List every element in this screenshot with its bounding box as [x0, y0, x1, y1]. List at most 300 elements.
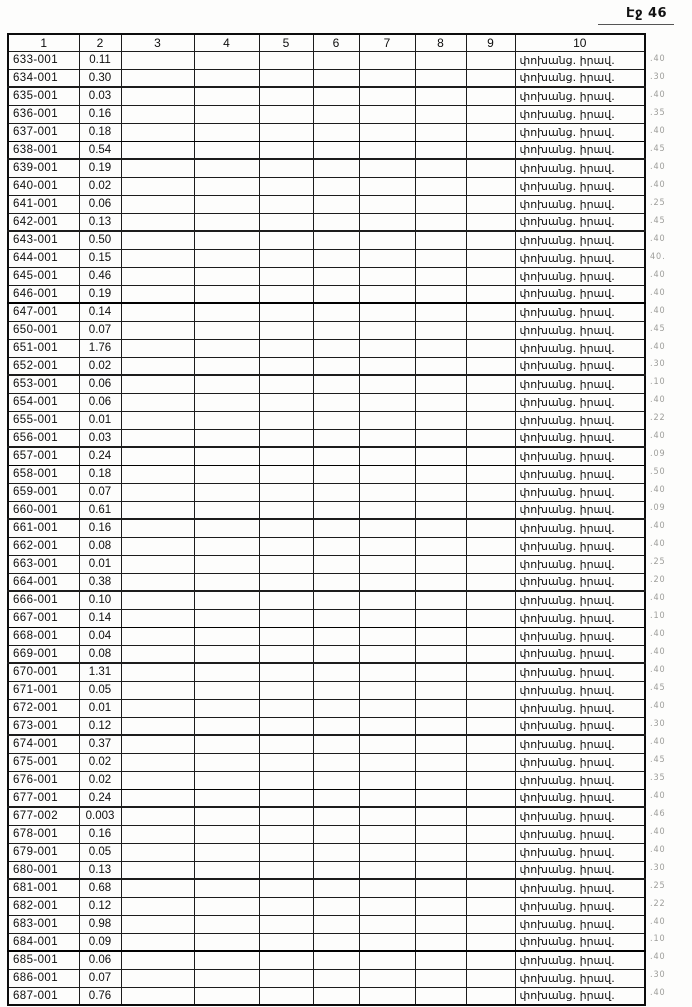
- empty-cell: [313, 843, 359, 861]
- parcel-code-cell: 643-001: [8, 231, 79, 249]
- table-row: [8, 357, 645, 375]
- empty-cell: [415, 555, 466, 573]
- rights-note-cell: փոխանց. իրավ.: [515, 933, 645, 951]
- empty-cell: [194, 411, 259, 429]
- empty-cell: [466, 897, 515, 915]
- empty-cell: [313, 555, 359, 573]
- empty-cell: [121, 285, 194, 303]
- table-row: [8, 807, 645, 825]
- area-value-cell: 0.003: [79, 807, 121, 825]
- area-value-cell: 0.61: [79, 501, 121, 519]
- empty-cell: [466, 753, 515, 771]
- rights-note-cell: փոխանց. իրավ.: [515, 915, 645, 933]
- empty-cell: [259, 339, 313, 357]
- table-row: [8, 321, 645, 339]
- empty-cell: [259, 267, 313, 285]
- table-row: [8, 933, 645, 951]
- area-value-cell: 0.19: [79, 285, 121, 303]
- table-row: [8, 825, 645, 843]
- empty-cell: [259, 159, 313, 177]
- empty-cell: [415, 357, 466, 375]
- bleed-through-mark: .40: [650, 54, 666, 64]
- area-value-cell: 0.18: [79, 123, 121, 141]
- empty-cell: [359, 753, 415, 771]
- empty-cell: [194, 195, 259, 213]
- empty-cell: [359, 861, 415, 879]
- table-row: [8, 303, 645, 321]
- table-row: [8, 69, 645, 87]
- area-value-cell: 0.16: [79, 105, 121, 123]
- empty-cell: [415, 447, 466, 465]
- parcel-code-cell: 679-001: [8, 843, 79, 861]
- rights-note-cell: փոխանց. իրավ.: [515, 753, 645, 771]
- empty-cell: [359, 717, 415, 735]
- empty-cell: [259, 195, 313, 213]
- empty-cell: [121, 753, 194, 771]
- rights-note-cell: փոխանց. իրավ.: [515, 141, 645, 159]
- page-number-label: Էջ 46: [626, 6, 668, 21]
- bleed-through-mark: .40: [650, 485, 666, 496]
- parcel-code-cell: 652-001: [8, 357, 79, 375]
- empty-cell: [313, 375, 359, 393]
- empty-cell: [259, 573, 313, 591]
- empty-cell: [415, 51, 466, 69]
- empty-cell: [415, 807, 466, 825]
- register-table: [7, 33, 646, 1006]
- empty-cell: [466, 771, 515, 789]
- empty-cell: [194, 321, 259, 339]
- bleed-through-mark: .40: [650, 593, 666, 604]
- parcel-code-cell: 674-001: [8, 735, 79, 753]
- empty-cell: [313, 411, 359, 429]
- rights-note-cell: փոխանց. իրավ.: [515, 501, 645, 519]
- empty-cell: [466, 159, 515, 177]
- empty-cell: [466, 609, 515, 627]
- bleed-through-mark: .40: [650, 269, 666, 280]
- empty-cell: [466, 339, 515, 357]
- empty-cell: [313, 951, 359, 969]
- empty-cell: [121, 303, 194, 321]
- empty-cell: [194, 357, 259, 375]
- bleed-through-mark: .45: [650, 143, 666, 154]
- area-value-cell: 0.03: [79, 429, 121, 447]
- empty-cell: [194, 987, 259, 1005]
- parcel-code-cell: 650-001: [8, 321, 79, 339]
- bleed-through-mark: .46: [650, 808, 666, 819]
- empty-cell: [466, 447, 515, 465]
- column-header-8: 8: [415, 34, 466, 51]
- parcel-code-cell: 661-001: [8, 519, 79, 537]
- empty-cell: [359, 483, 415, 501]
- empty-cell: [194, 717, 259, 735]
- empty-cell: [259, 375, 313, 393]
- column-header-9: 9: [466, 34, 515, 51]
- empty-cell: [313, 267, 359, 285]
- bleed-through-mark: .30: [650, 359, 666, 370]
- empty-cell: [259, 249, 313, 267]
- empty-cell: [313, 969, 359, 987]
- table-row: [8, 177, 645, 195]
- empty-cell: [121, 879, 194, 897]
- empty-cell: [259, 645, 313, 663]
- empty-cell: [194, 573, 259, 591]
- empty-cell: [194, 933, 259, 951]
- empty-cell: [121, 501, 194, 519]
- empty-cell: [359, 339, 415, 357]
- table-row: [8, 843, 645, 861]
- empty-cell: [313, 159, 359, 177]
- bleed-through-mark: .10: [650, 934, 666, 945]
- empty-cell: [359, 249, 415, 267]
- rights-note-cell: փոխանց. իրավ.: [515, 321, 645, 339]
- empty-cell: [121, 609, 194, 627]
- empty-cell: [259, 789, 313, 807]
- empty-cell: [194, 843, 259, 861]
- rights-note-cell: փոխանց. իրավ.: [515, 807, 645, 825]
- empty-cell: [466, 717, 515, 735]
- bleed-through-mark: .45: [650, 215, 666, 226]
- empty-cell: [466, 267, 515, 285]
- empty-cell: [466, 933, 515, 951]
- empty-cell: [313, 807, 359, 825]
- empty-cell: [194, 609, 259, 627]
- empty-cell: [415, 537, 466, 555]
- parcel-code-cell: 669-001: [8, 645, 79, 663]
- empty-cell: [415, 177, 466, 195]
- parcel-code-cell: 645-001: [8, 267, 79, 285]
- empty-cell: [121, 735, 194, 753]
- area-value-cell: 0.12: [79, 717, 121, 735]
- empty-cell: [259, 537, 313, 555]
- empty-cell: [194, 663, 259, 681]
- empty-cell: [194, 951, 259, 969]
- empty-cell: [466, 393, 515, 411]
- area-value-cell: 0.13: [79, 213, 121, 231]
- area-value-cell: 0.07: [79, 483, 121, 501]
- empty-cell: [259, 393, 313, 411]
- empty-cell: [313, 123, 359, 141]
- empty-cell: [313, 51, 359, 69]
- bleed-through-mark: .40: [650, 89, 666, 100]
- parcel-code-cell: 636-001: [8, 105, 79, 123]
- header-rule: [598, 24, 674, 25]
- empty-cell: [121, 87, 194, 105]
- bleed-through-mark: .10: [650, 611, 666, 622]
- empty-cell: [194, 231, 259, 249]
- empty-cell: [415, 789, 466, 807]
- empty-cell: [415, 933, 466, 951]
- empty-cell: [359, 393, 415, 411]
- rights-note-cell: փոխանց. իրավ.: [515, 609, 645, 627]
- empty-cell: [466, 537, 515, 555]
- column-header-7: 7: [359, 34, 415, 51]
- table-row: [8, 411, 645, 429]
- empty-cell: [359, 501, 415, 519]
- empty-cell: [415, 987, 466, 1005]
- empty-cell: [121, 591, 194, 609]
- empty-cell: [466, 573, 515, 591]
- empty-cell: [415, 411, 466, 429]
- empty-cell: [415, 969, 466, 987]
- empty-cell: [313, 465, 359, 483]
- empty-cell: [415, 285, 466, 303]
- bleed-through-mark: .40: [650, 664, 666, 675]
- empty-cell: [359, 267, 415, 285]
- empty-cell: [121, 915, 194, 933]
- empty-cell: [121, 663, 194, 681]
- empty-cell: [415, 213, 466, 231]
- area-value-cell: 0.08: [79, 537, 121, 555]
- empty-cell: [194, 177, 259, 195]
- empty-cell: [259, 717, 313, 735]
- rights-note-cell: փոխանց. իրավ.: [515, 951, 645, 969]
- empty-cell: [313, 141, 359, 159]
- empty-cell: [313, 861, 359, 879]
- empty-cell: [121, 825, 194, 843]
- empty-cell: [359, 123, 415, 141]
- empty-cell: [121, 789, 194, 807]
- empty-cell: [359, 159, 415, 177]
- empty-cell: [121, 51, 194, 69]
- empty-cell: [359, 987, 415, 1005]
- empty-cell: [466, 429, 515, 447]
- empty-cell: [121, 141, 194, 159]
- empty-cell: [259, 555, 313, 573]
- empty-cell: [194, 771, 259, 789]
- area-value-cell: 0.30: [79, 69, 121, 87]
- empty-cell: [259, 951, 313, 969]
- empty-cell: [194, 969, 259, 987]
- empty-cell: [194, 645, 259, 663]
- empty-cell: [466, 123, 515, 141]
- empty-cell: [194, 699, 259, 717]
- rights-note-cell: փոխանց. իրավ.: [515, 897, 645, 915]
- empty-cell: [259, 897, 313, 915]
- empty-cell: [415, 483, 466, 501]
- table-row: [8, 519, 645, 537]
- empty-cell: [194, 627, 259, 645]
- parcel-code-cell: 647-001: [8, 303, 79, 321]
- empty-cell: [259, 933, 313, 951]
- empty-cell: [259, 591, 313, 609]
- empty-cell: [259, 519, 313, 537]
- area-value-cell: 0.06: [79, 375, 121, 393]
- table-row: [8, 141, 645, 159]
- table-row: [8, 123, 645, 141]
- empty-cell: [194, 735, 259, 753]
- margin-annotations: [650, 51, 690, 1003]
- parcel-code-cell: 653-001: [8, 375, 79, 393]
- empty-cell: [121, 897, 194, 915]
- rights-note-cell: փոխանց. իրավ.: [515, 735, 645, 753]
- rights-note-cell: փոխանց. իրավ.: [515, 231, 645, 249]
- rights-note-cell: փոխանց. իրավ.: [515, 861, 645, 879]
- empty-cell: [121, 771, 194, 789]
- bleed-through-mark: .20: [650, 575, 666, 586]
- bleed-through-mark: .40: [650, 826, 666, 837]
- empty-cell: [359, 573, 415, 591]
- empty-cell: [415, 825, 466, 843]
- empty-cell: [415, 501, 466, 519]
- rights-note-cell: փոխանց. իրավ.: [515, 339, 645, 357]
- bleed-through-mark: .45: [650, 682, 666, 693]
- empty-cell: [259, 699, 313, 717]
- empty-cell: [415, 699, 466, 717]
- bleed-through-mark: .40: [650, 125, 666, 136]
- empty-cell: [194, 519, 259, 537]
- table-row: [8, 969, 645, 987]
- parcel-code-cell: 658-001: [8, 465, 79, 483]
- empty-cell: [359, 105, 415, 123]
- bleed-through-mark: .35: [650, 772, 666, 783]
- parcel-code-cell: 654-001: [8, 393, 79, 411]
- empty-cell: [313, 645, 359, 663]
- parcel-code-cell: 656-001: [8, 429, 79, 447]
- table-row: [8, 915, 645, 933]
- area-value-cell: 0.12: [79, 897, 121, 915]
- table-row: [8, 627, 645, 645]
- bleed-through-mark: .40: [650, 161, 666, 172]
- empty-cell: [466, 915, 515, 933]
- empty-cell: [359, 51, 415, 69]
- empty-cell: [121, 411, 194, 429]
- empty-cell: [359, 771, 415, 789]
- bleed-through-mark: .40: [650, 179, 666, 190]
- empty-cell: [121, 447, 194, 465]
- empty-cell: [313, 483, 359, 501]
- area-value-cell: 0.02: [79, 753, 121, 771]
- area-value-cell: 0.06: [79, 195, 121, 213]
- table-row: [8, 51, 645, 69]
- empty-cell: [259, 285, 313, 303]
- parcel-code-cell: 664-001: [8, 573, 79, 591]
- empty-cell: [121, 375, 194, 393]
- empty-cell: [313, 429, 359, 447]
- rights-note-cell: փոխանց. իրավ.: [515, 465, 645, 483]
- empty-cell: [466, 321, 515, 339]
- area-value-cell: 0.10: [79, 591, 121, 609]
- empty-cell: [466, 105, 515, 123]
- area-value-cell: 0.07: [79, 321, 121, 339]
- table-row: [8, 753, 645, 771]
- empty-cell: [194, 141, 259, 159]
- bleed-through-mark: .25: [650, 197, 666, 208]
- empty-cell: [415, 159, 466, 177]
- table-row: [8, 483, 645, 501]
- area-value-cell: 0.37: [79, 735, 121, 753]
- bleed-through-mark: .40: [650, 395, 666, 406]
- empty-cell: [121, 195, 194, 213]
- empty-cell: [194, 879, 259, 897]
- empty-cell: [415, 645, 466, 663]
- table-row: [8, 375, 645, 393]
- parcel-code-cell: 634-001: [8, 69, 79, 87]
- table-row: [8, 681, 645, 699]
- empty-cell: [415, 951, 466, 969]
- empty-cell: [359, 519, 415, 537]
- empty-cell: [466, 195, 515, 213]
- empty-cell: [466, 501, 515, 519]
- parcel-code-cell: 683-001: [8, 915, 79, 933]
- empty-cell: [359, 303, 415, 321]
- empty-cell: [415, 879, 466, 897]
- empty-cell: [121, 231, 194, 249]
- rights-note-cell: փոխանց. իրավ.: [515, 771, 645, 789]
- empty-cell: [313, 105, 359, 123]
- column-header-4: 4: [194, 34, 259, 51]
- parcel-code-cell: 638-001: [8, 141, 79, 159]
- empty-cell: [259, 483, 313, 501]
- empty-cell: [466, 699, 515, 717]
- empty-cell: [359, 969, 415, 987]
- empty-cell: [359, 537, 415, 555]
- parcel-code-cell: 682-001: [8, 897, 79, 915]
- bleed-through-mark: .40: [650, 844, 666, 855]
- parcel-code-cell: 673-001: [8, 717, 79, 735]
- table-header: [8, 34, 645, 51]
- empty-cell: [121, 321, 194, 339]
- empty-cell: [359, 663, 415, 681]
- empty-cell: [466, 735, 515, 753]
- empty-cell: [313, 663, 359, 681]
- empty-cell: [121, 987, 194, 1005]
- rights-note-cell: փոխանց. իրավ.: [515, 663, 645, 681]
- empty-cell: [313, 915, 359, 933]
- bleed-through-mark: .22: [650, 413, 666, 424]
- empty-cell: [359, 231, 415, 249]
- rights-note-cell: փոխանց. իրավ.: [515, 303, 645, 321]
- empty-cell: [121, 933, 194, 951]
- rights-note-cell: փոխանց. իրավ.: [515, 879, 645, 897]
- bleed-through-mark: 40.: [650, 251, 666, 262]
- area-value-cell: 0.09: [79, 933, 121, 951]
- empty-cell: [466, 465, 515, 483]
- area-value-cell: 0.08: [79, 645, 121, 663]
- empty-cell: [466, 987, 515, 1005]
- empty-cell: [259, 141, 313, 159]
- rights-note-cell: փոխանց. իրավ.: [515, 447, 645, 465]
- empty-cell: [313, 897, 359, 915]
- empty-cell: [194, 555, 259, 573]
- empty-cell: [194, 285, 259, 303]
- empty-cell: [466, 519, 515, 537]
- rights-note-cell: փոխանց. իրավ.: [515, 213, 645, 231]
- empty-cell: [121, 519, 194, 537]
- table-row: [8, 429, 645, 447]
- empty-cell: [259, 321, 313, 339]
- bleed-through-mark: .25: [650, 880, 666, 891]
- empty-cell: [194, 87, 259, 105]
- empty-cell: [313, 87, 359, 105]
- empty-cell: [466, 789, 515, 807]
- empty-cell: [259, 465, 313, 483]
- area-value-cell: 0.98: [79, 915, 121, 933]
- rights-note-cell: փոխանց. իրավ.: [515, 249, 645, 267]
- table-row: [8, 105, 645, 123]
- table-row: [8, 267, 645, 285]
- empty-cell: [121, 483, 194, 501]
- empty-cell: [359, 699, 415, 717]
- parcel-code-cell: 659-001: [8, 483, 79, 501]
- rights-note-cell: փոխանց. իրավ.: [515, 105, 645, 123]
- empty-cell: [194, 249, 259, 267]
- bleed-through-mark: .40: [650, 790, 666, 801]
- empty-cell: [121, 843, 194, 861]
- area-value-cell: 0.24: [79, 447, 121, 465]
- empty-cell: [466, 231, 515, 249]
- bleed-through-mark: .40: [650, 646, 666, 657]
- empty-cell: [194, 51, 259, 69]
